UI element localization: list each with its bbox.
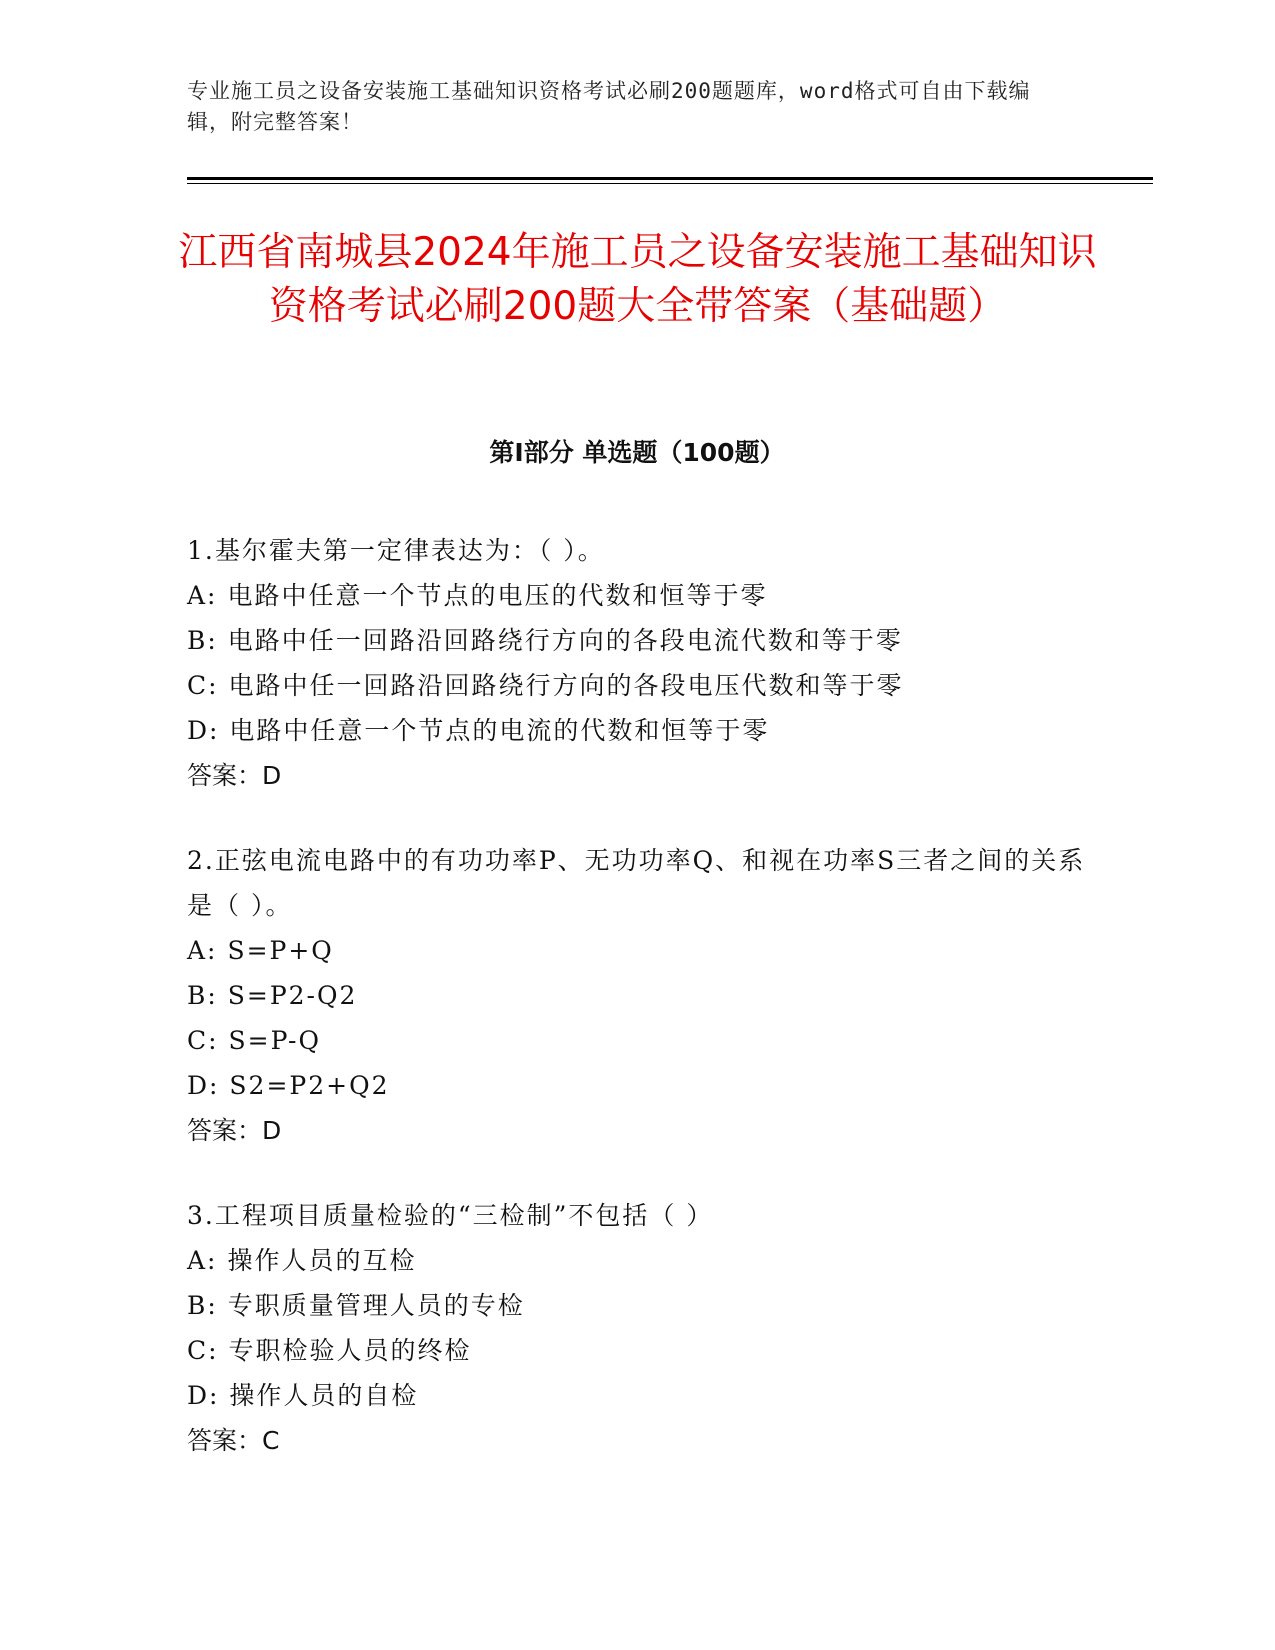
header-note: 专业施工员之设备安装施工基础知识资格考试必刷200题题库，word格式可自由下载编辑，附完整答案！ <box>187 79 1031 134</box>
option-letter: B: <box>187 981 218 1010</box>
question-3 <box>187 1193 1087 1463</box>
option-b <box>187 618 1087 663</box>
option-letter: D: <box>187 1381 220 1410</box>
answer: 答案：D <box>187 761 282 790</box>
option-letter: A: <box>187 936 218 965</box>
option-b <box>187 973 1087 1018</box>
option-d <box>187 1063 1087 1108</box>
option-letter: B: <box>187 1291 218 1320</box>
option-letter: C: <box>187 1336 219 1365</box>
option-letter: C: <box>187 671 219 700</box>
option-letter: A: <box>187 581 218 610</box>
option-text: 电路中任意一个节点的电流的代数和恒等于零 <box>229 716 770 745</box>
answer: 答案：C <box>187 1426 280 1455</box>
option-text: 专职检验人员的终检 <box>228 1336 472 1365</box>
option-d <box>187 708 1087 753</box>
option-a <box>187 928 1087 973</box>
option-letter: D: <box>187 1071 220 1100</box>
section-title: 第I部分 单选题（100题） <box>489 438 785 467</box>
option-c <box>187 1328 1087 1373</box>
option-text: 电路中任一回路沿回路绕行方向的各段电压代数和等于零 <box>228 671 904 700</box>
option-text: S=P2-Q2 <box>227 981 358 1010</box>
option-text: S=P+Q <box>227 936 334 965</box>
option-text: 操作人员的自检 <box>229 1381 419 1410</box>
option-text: 电路中任意一个节点的电压的代数和恒等于零 <box>227 581 768 610</box>
option-text: 操作人员的互检 <box>227 1246 417 1275</box>
option-text: 电路中任一回路沿回路绕行方向的各段电流代数和等于零 <box>227 626 903 655</box>
option-text: S2=P2+Q2 <box>229 1071 390 1100</box>
option-b <box>187 1283 1087 1328</box>
option-c <box>187 663 1087 708</box>
option-letter: B: <box>187 626 218 655</box>
document-title: 江西省南城县2024年施工员之设备安装施工基础知识资格考试必刷200题大全带答案（基础题） <box>178 230 1097 329</box>
question-2 <box>187 838 1087 1153</box>
question-1 <box>187 528 1087 798</box>
answer: 答案：D <box>187 1116 282 1145</box>
header-rule-thick <box>187 177 1153 180</box>
question-stem: 3.工程项目质量检验的“三检制”不包括（ ） <box>187 1201 714 1230</box>
option-a <box>187 573 1087 618</box>
question-stem: 2.正弦电流电路中的有功功率P、无功功率Q、和视在功率S三者之间的关系是（ ）。 <box>187 846 1086 920</box>
question-stem: 1.基尔霍夫第一定律表达为：（ ）。 <box>187 536 605 565</box>
option-d <box>187 1373 1087 1418</box>
option-letter: C: <box>187 1026 219 1055</box>
option-letter: D: <box>187 716 220 745</box>
question-list <box>187 528 1087 1503</box>
option-a <box>187 1238 1087 1283</box>
option-c <box>187 1018 1087 1063</box>
option-text: 专职质量管理人员的专检 <box>227 1291 525 1320</box>
option-letter: A: <box>187 1246 218 1275</box>
header-rule-thin <box>187 183 1153 184</box>
option-text: S=P-Q <box>228 1026 321 1055</box>
